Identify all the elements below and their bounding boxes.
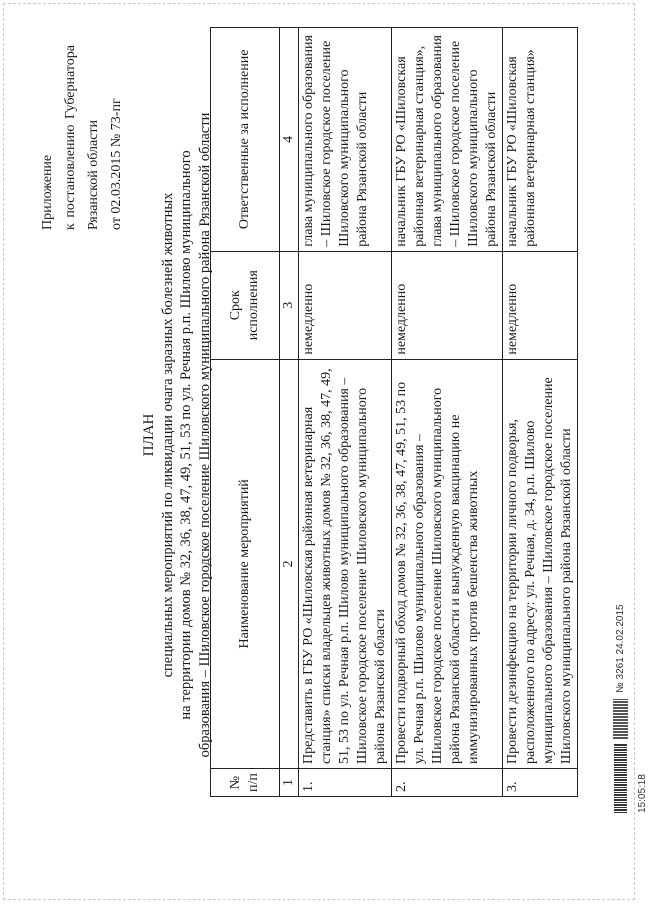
col-number: 1 xyxy=(280,769,299,797)
row-num: 2. xyxy=(392,769,503,797)
header-num: № п/п xyxy=(211,769,280,797)
row-responsible: глава муниципального образования – Шиловское городское поселение Шиловского муниципального района Рязанской области xyxy=(299,28,392,252)
plan-table xyxy=(210,27,578,797)
header-term: Срок исполнения xyxy=(211,251,280,359)
table-column-numbers-row xyxy=(280,28,299,797)
appendix-date: от 02.03.2015 № 73-пг xyxy=(109,98,124,230)
appendix-title: Приложение xyxy=(40,154,55,230)
header-responsible: Ответственные за исполнение xyxy=(211,28,280,252)
row-term: немедленно xyxy=(299,251,392,359)
appendix-resolution: к постановлению Губернатора xyxy=(63,45,78,230)
plan-heading xyxy=(140,35,214,835)
col-number: 3 xyxy=(280,251,299,359)
barcode-icon xyxy=(614,743,627,813)
col-number: 2 xyxy=(280,359,299,768)
barcode-icon xyxy=(613,699,628,739)
row-responsible: начальник ГБУ РО «Шиловская районная ветеринарная станция» xyxy=(503,28,578,252)
table-row xyxy=(503,28,578,797)
row-term: немедленно xyxy=(392,251,503,359)
stamp-text: № 3261 24.02.2015 15:05:18 xyxy=(615,604,648,813)
plan-subtitle-2: на территории домов № 32, 36, 38, 47, 49, 51, 53 по ул. Речная р.п. Шилово муниципального xyxy=(178,150,194,720)
row-num: 3. xyxy=(503,769,578,797)
row-action: Провести дезинфекцию на территории личного подворья, расположенного по адресу: ул. Речная, д. 34, р.п. Шилово муниципального образования – Шиловское городское поселение Шиловского муниципального района Рязанской области xyxy=(503,359,578,768)
row-responsible: начальник ГБУ РО «Шиловская районная ветеринарная станция», глава муниципального образования – Шиловское городское поселение Шиловского муниципального района Рязанской области xyxy=(392,28,503,252)
row-action: Представить в ГБУ РО «Шиловская районная ветеринарная станция» списки владельцев животных домов № 32, 36, 38, 47, 49, 51, 53 по ул. Речная р.п. Шилово муниципального образования – Шиловское городское поселение Шиловского муниципального района Рязанской области xyxy=(299,359,392,768)
appendix-region: Рязанской области xyxy=(86,119,101,230)
row-num: 1. xyxy=(299,769,392,797)
table-row xyxy=(392,28,503,797)
row-term: немедленно xyxy=(503,251,578,359)
appendix-block xyxy=(36,45,128,230)
row-action: Провести подворный обход домов № 32, 36, 38, 47, 49, 51, 53 по ул. Речная р.п. Шилово муниципального образования – Шиловское городское поселение Шиловского муниципального района Рязанской области и вынужденную вакцинацию не иммунизированных против бешенства животных xyxy=(392,359,503,768)
plan-title: ПЛАН xyxy=(141,413,157,457)
table-header-row xyxy=(211,28,280,797)
header-action: Наименование мероприятий xyxy=(211,359,280,768)
registration-stamp xyxy=(610,593,648,813)
table-row xyxy=(299,28,392,797)
plan-subtitle-1: специальных мероприятий по ликвидации очага заразных болезней животных xyxy=(159,192,176,678)
col-number: 4 xyxy=(280,28,299,252)
plan-subtitle-3: образования – Шиловское городское поселение Шиловского муниципального района Рязанской области xyxy=(196,112,213,758)
